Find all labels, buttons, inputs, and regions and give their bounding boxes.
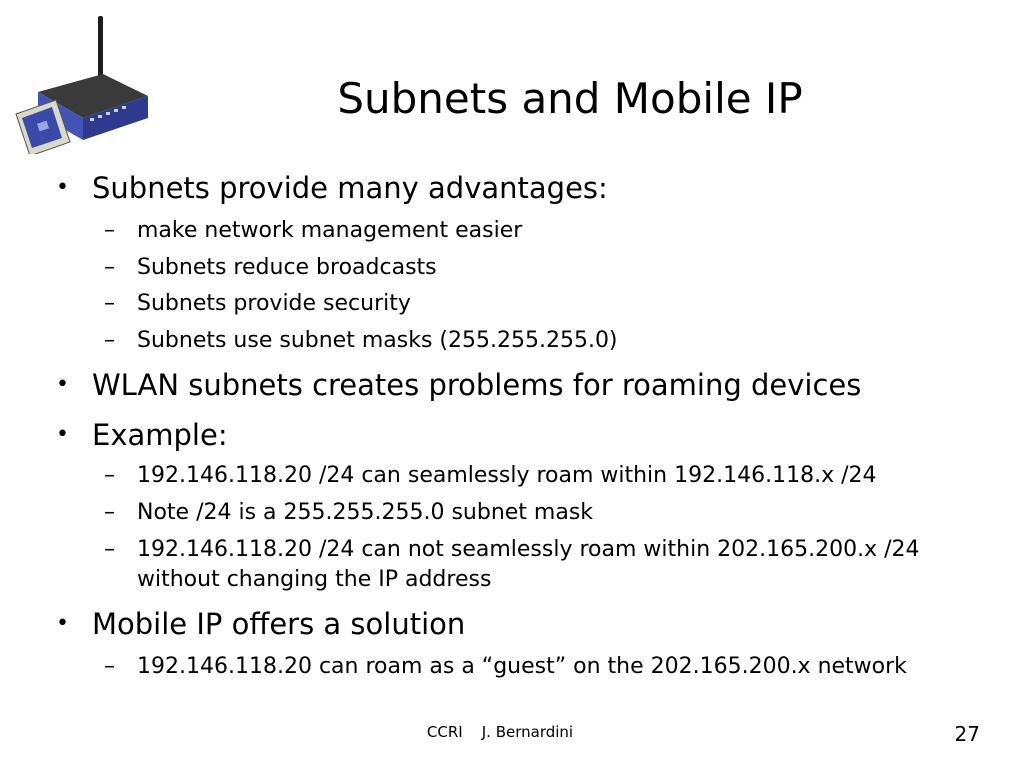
sub-bullet-glyph: – [104, 218, 115, 243]
slide-title: Subnets and Mobile IP [337, 74, 803, 123]
sub-bullet-glyph: – [104, 654, 115, 679]
bullet-text: Subnets provide many advantages: [92, 171, 608, 205]
footer-author: CCRI J. Bernardini [426, 723, 574, 741]
sub-bullet-text: 192.146.118.20 /24 can seamlessly roam within 192.146.118.x /24 [137, 463, 877, 488]
bullet-text: Mobile IP offers a solution [92, 607, 466, 641]
wireless-router-icon [8, 14, 158, 154]
sub-bullet-glyph: – [104, 291, 115, 316]
bullet-glyph: • [56, 422, 69, 447]
sub-bullet-text: Subnets provide security [137, 291, 411, 316]
sub-bullet-text: make network management easier [137, 218, 523, 243]
sub-bullet-text: 192.146.118.20 can roam as a “guest” on the 202.165.200.x network [137, 654, 907, 679]
sub-bullet-glyph: – [104, 537, 115, 562]
sub-bullet-glyph: – [104, 255, 115, 280]
sub-bullet-text: Note /24 is a 255.255.255.0 subnet mask [137, 500, 594, 525]
sub-bullet-glyph: – [104, 328, 115, 353]
sub-bullet-glyph: – [104, 500, 115, 525]
sub-bullet-glyph: – [104, 463, 115, 488]
bullet-text: Example: [92, 418, 228, 452]
bullet-text: WLAN subnets creates problems for roaming devices [92, 368, 862, 402]
bullet-glyph: • [56, 611, 69, 636]
sub-bullet-text: 192.146.118.20 /24 can not seamlessly roam within 202.165.200.x /24 without changing the IP address [137, 537, 920, 592]
sub-bullet-text: Subnets reduce broadcasts [137, 255, 437, 280]
bullet-glyph: • [56, 175, 69, 200]
bullet-glyph: • [56, 372, 69, 397]
page-number: 27 [954, 722, 980, 746]
sub-bullet-text: Subnets use subnet masks (255.255.255.0) [137, 328, 618, 353]
